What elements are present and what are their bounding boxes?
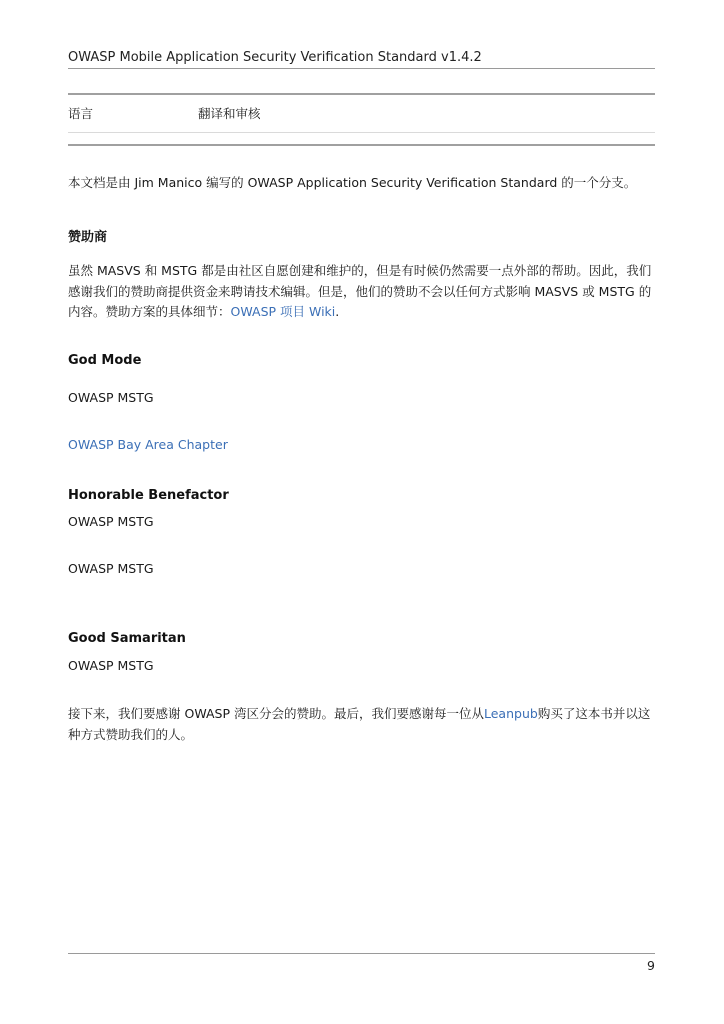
closing-text-start: 接下来，我们要感谢 OWASP 湾区分会的赞助。最后，我们要感谢每一位从	[68, 706, 484, 721]
honorable-benefactor-heading: Honorable Benefactor	[68, 488, 229, 503]
god-mode-heading: God Mode	[68, 353, 142, 368]
owasp-wiki-link[interactable]: OWASP 项目 Wiki	[230, 304, 336, 319]
table-top-rule	[68, 93, 655, 95]
closing-paragraph	[68, 704, 655, 745]
sponsors-heading: 赞助商	[68, 230, 108, 245]
table-row-divider	[68, 132, 655, 133]
closing-text-end: 购买了这本书并以这种方式赞助我们的人。	[68, 706, 651, 742]
sponsors-paragraph-text: 虽然 MASVS 和 MSTG 都是由社区自愿创建和维护的，但是有时候仍然需要一点外部的帮助。因此，我们感谢我们的赞助商提供资金来聘请技术编辑。但是，他们的赞助不会以任何方式影响 MASVS 或 MSTG 的内容。赞助方案的具体细节：	[68, 263, 652, 319]
god-mode-sponsor: OWASP MSTG	[68, 390, 154, 405]
sponsors-paragraph	[68, 261, 655, 323]
header-rule	[68, 68, 655, 69]
samaritan-sponsor: OWASP MSTG	[68, 658, 154, 673]
running-header-title: OWASP Mobile Application Security Verification Standard v1.4.2	[68, 50, 482, 65]
footer-rule	[68, 953, 655, 954]
intro-paragraph: 本文档是由 Jim Manico 编写的 OWASP Application Security Verification Standard 的一个分支。	[68, 175, 637, 190]
page-number: 9	[647, 958, 655, 973]
honorable-sponsor-1: OWASP MSTG	[68, 514, 154, 529]
document-page	[68, 0, 655, 1024]
bay-area-chapter-link[interactable]: OWASP Bay Area Chapter	[68, 437, 228, 452]
table-cell-language: 语言	[68, 106, 94, 121]
sponsors-paragraph-end: .	[335, 304, 340, 319]
good-samaritan-heading: Good Samaritan	[68, 631, 186, 646]
honorable-sponsor-2: OWASP MSTG	[68, 561, 154, 576]
table-cell-translation: 翻译和审核	[198, 106, 261, 121]
table-row	[68, 104, 655, 122]
leanpub-link[interactable]: Leanpub	[484, 706, 538, 721]
table-bottom-rule	[68, 144, 655, 146]
